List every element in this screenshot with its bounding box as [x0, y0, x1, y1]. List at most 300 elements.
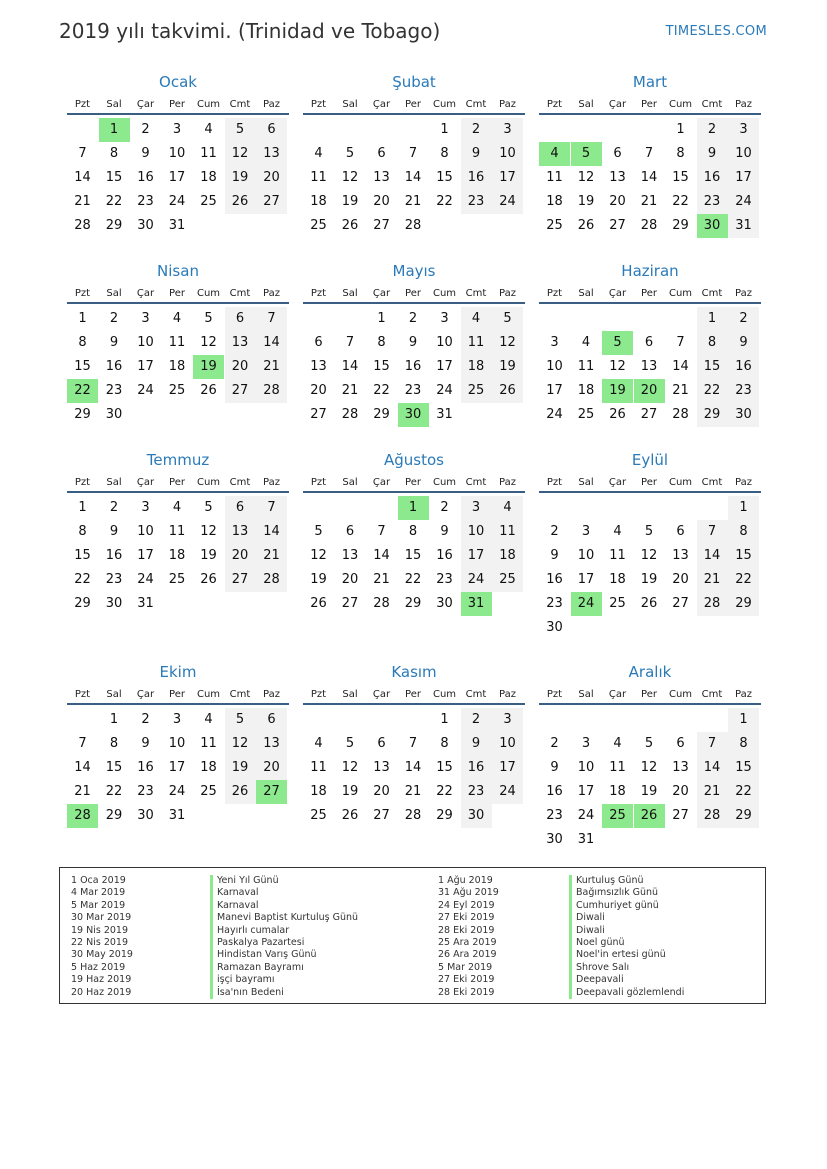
day-cell: 30	[728, 403, 759, 427]
day-cell: 28	[640, 218, 658, 233]
day-cell: 5	[492, 307, 523, 331]
day-cell: 29	[728, 592, 759, 616]
weekday-label: Per	[641, 689, 657, 700]
holiday-day-cell: 30	[697, 214, 728, 238]
day-cell: 9	[697, 142, 728, 166]
holiday-date: 1 Oca 2019	[71, 875, 126, 886]
day-cell: 15	[436, 760, 453, 775]
day-cell: 11	[609, 548, 626, 563]
day-cell: 7	[676, 335, 685, 350]
day-cell: 13	[373, 170, 390, 185]
day-cell: 2	[109, 311, 119, 326]
day-cell: 8	[377, 335, 386, 350]
weekday-label: Sal	[342, 288, 358, 299]
day-cell: 17	[577, 572, 595, 587]
header-divider	[303, 491, 525, 493]
day-cell: 16	[461, 756, 492, 780]
day-cell: 4	[172, 311, 182, 326]
day-cell: 28	[404, 808, 422, 823]
day-cell: 17	[137, 359, 154, 374]
holiday-date: 4 Mar 2019	[71, 887, 126, 899]
day-cell: 9	[408, 335, 418, 350]
weekday-label: Cmt	[229, 477, 251, 488]
day-cell: 22	[436, 784, 453, 799]
holiday-date: 30 May 2019	[71, 949, 133, 961]
day-cell: 16	[105, 359, 123, 374]
day-cell: 2	[440, 500, 449, 515]
day-cell: 29	[105, 218, 123, 233]
holiday-day-cell: 1	[398, 496, 429, 520]
day-cell: 14	[404, 760, 422, 775]
day-cell: 14	[341, 359, 359, 374]
day-cell: 16	[404, 359, 422, 374]
day-cell: 22	[697, 379, 728, 403]
day-cell: 20	[225, 544, 256, 568]
day-cell: 2	[550, 736, 559, 751]
day-cell: 6	[256, 118, 287, 142]
weekday-label: Paz	[735, 288, 752, 299]
weekday-label: Çar	[372, 689, 391, 700]
holiday-day-cell: 27	[256, 780, 287, 804]
day-cell: 25	[168, 572, 186, 587]
day-cell: 18	[609, 572, 626, 587]
day-cell: 9	[109, 524, 119, 539]
day-cell: 14	[373, 548, 390, 563]
day-cell: 20	[672, 784, 689, 799]
weekday-label: Cum	[432, 477, 457, 488]
day-cell: 15	[373, 359, 390, 374]
day-cell: 28	[74, 218, 91, 233]
weekday-label: Cmt	[701, 477, 723, 488]
weekday-label: Paz	[263, 99, 280, 110]
day-cell: 17	[577, 784, 595, 799]
day-cell: 26	[225, 780, 256, 804]
day-cell: 25	[200, 194, 217, 209]
day-cell: 29	[373, 407, 390, 422]
day-cell: 6	[377, 736, 386, 751]
holiday-date: 19 Haz 2019	[71, 974, 132, 986]
day-cell: 8	[78, 524, 87, 539]
day-cell: 12	[225, 142, 256, 166]
day-cell: 9	[461, 142, 492, 166]
day-cell: 27	[256, 190, 287, 214]
day-cell: 6	[256, 708, 287, 732]
weekday-label: Cmt	[465, 689, 487, 700]
day-cell: 17	[461, 544, 492, 568]
brand-link[interactable]: TIMESLES.COM	[665, 24, 767, 39]
holiday-date: 5 Haz 2019	[71, 961, 126, 973]
holiday-name: Shrove Salı	[569, 962, 684, 974]
weekday-label: Çar	[608, 689, 627, 700]
day-cell: 27	[225, 379, 256, 403]
day-cell: 7	[78, 146, 87, 161]
day-cell: 29	[74, 596, 91, 611]
day-cell: 24	[728, 190, 759, 214]
holiday-name: Noel'in ertesi günü	[569, 949, 684, 961]
day-cell: 15	[105, 760, 123, 775]
day-cell: 14	[256, 520, 287, 544]
header-divider	[539, 113, 761, 115]
day-cell: 27	[672, 808, 689, 823]
day-cell: 6	[225, 307, 256, 331]
holiday-names-column-2	[569, 875, 684, 999]
day-cell: 24	[168, 784, 186, 799]
weekday-label: Çar	[372, 477, 391, 488]
day-cell: 9	[461, 732, 492, 756]
day-cell: 11	[168, 524, 186, 539]
day-cell: 3	[440, 311, 449, 326]
day-cell: 6	[676, 524, 685, 539]
day-cell: 11	[200, 146, 217, 161]
day-cell: 28	[697, 804, 728, 828]
day-cell: 9	[440, 524, 449, 539]
day-cell: 19	[640, 784, 658, 799]
day-cell: 8	[109, 736, 119, 751]
day-cell: 14	[74, 760, 91, 775]
day-cell: 25	[546, 218, 563, 233]
day-cell: 26	[640, 596, 658, 611]
day-cell: 3	[492, 708, 523, 732]
day-cell: 12	[341, 760, 359, 775]
holiday-day-cell: 25	[602, 804, 633, 828]
day-cell: 16	[697, 166, 728, 190]
day-cell: 11	[310, 760, 327, 775]
day-cell: 21	[74, 784, 91, 799]
day-cell: 20	[256, 166, 287, 190]
weekday-label: Cum	[432, 99, 457, 110]
day-cell: 14	[404, 170, 422, 185]
day-cell: 21	[697, 780, 728, 804]
day-cell: 26	[609, 407, 626, 422]
day-cell: 16	[546, 572, 563, 587]
weekday-label: Cum	[196, 477, 221, 488]
day-cell: 18	[200, 760, 217, 775]
weekday-label: Per	[405, 689, 421, 700]
day-cell: 15	[728, 756, 759, 780]
day-cell: 24	[436, 383, 453, 398]
weekday-label: Cum	[196, 689, 221, 700]
day-cell: 1	[440, 712, 449, 727]
day-cell: 21	[341, 383, 359, 398]
day-cell: 17	[492, 166, 523, 190]
day-cell: 9	[141, 146, 150, 161]
day-cell: 17	[492, 756, 523, 780]
header-divider	[539, 491, 761, 493]
day-cell: 7	[256, 496, 287, 520]
holiday-day-cell: 26	[634, 804, 665, 828]
weekday-label: Paz	[735, 477, 752, 488]
weekday-label: Pzt	[546, 99, 563, 110]
day-cell: 6	[345, 524, 355, 539]
day-cell: 24	[461, 568, 492, 592]
day-cell: 8	[697, 331, 728, 355]
day-cell: 9	[141, 736, 150, 751]
month-name: Aralık	[628, 663, 672, 681]
day-cell: 3	[172, 712, 182, 727]
holiday-day-cell: 20	[634, 379, 665, 403]
holiday-date: 27 Eki 2019	[438, 912, 495, 924]
day-cell: 7	[697, 732, 728, 756]
day-cell: 11	[168, 335, 186, 350]
holiday-name: Bağımsızlık Günü	[569, 887, 684, 899]
holiday-day-cell: 19	[602, 379, 633, 403]
day-cell: 2	[728, 307, 759, 331]
day-cell: 23	[137, 194, 154, 209]
day-cell: 18	[310, 194, 327, 209]
weekday-label: Cum	[196, 99, 221, 110]
holiday-name: Diwali	[569, 912, 684, 924]
day-cell: 2	[141, 712, 150, 727]
day-cell: 22	[436, 194, 453, 209]
day-cell: 24	[168, 194, 186, 209]
day-cell: 12	[640, 760, 658, 775]
day-cell: 29	[728, 804, 759, 828]
day-cell: 6	[676, 736, 685, 751]
holiday-name: Kurtuluş Günü	[569, 875, 684, 887]
day-cell: 20	[609, 194, 626, 209]
weekday-label: Cum	[196, 288, 221, 299]
holiday-day-cell: 30	[398, 403, 429, 427]
weekday-label: Per	[405, 477, 421, 488]
holiday-day-cell: 22	[67, 379, 98, 403]
weekday-label: Sal	[106, 288, 122, 299]
holiday-date: 28 Eki 2019	[438, 924, 495, 936]
day-cell: 30	[105, 407, 123, 422]
day-cell: 16	[436, 548, 453, 563]
weekday-label: Paz	[735, 689, 752, 700]
day-cell: 4	[581, 335, 591, 350]
day-cell: 15	[105, 170, 123, 185]
day-cell: 2	[109, 500, 119, 515]
weekday-label: Sal	[578, 288, 594, 299]
day-cell: 10	[546, 359, 563, 374]
day-cell: 13	[672, 548, 689, 563]
day-cell: 22	[105, 784, 123, 799]
weekday-label: Sal	[342, 477, 358, 488]
holiday-date: 5 Mar 2019	[438, 961, 493, 973]
day-cell: 22	[105, 194, 123, 209]
day-cell: 21	[404, 784, 422, 799]
month-name: Ağustos	[384, 451, 444, 469]
day-cell: 13	[225, 331, 256, 355]
day-cell: 15	[404, 548, 422, 563]
day-cell: 30	[546, 620, 563, 635]
day-cell: 27	[373, 218, 390, 233]
holiday-day-cell: 4	[539, 142, 570, 166]
holiday-name: işçi bayramı	[210, 974, 358, 986]
day-cell: 20	[256, 756, 287, 780]
day-cell: 13	[640, 359, 658, 374]
weekday-label: Paz	[735, 99, 752, 110]
holiday-date: 31 Ağu 2019	[438, 887, 499, 899]
day-cell: 19	[310, 572, 327, 587]
holiday-name: Karnaval	[210, 887, 358, 899]
day-cell: 10	[436, 335, 453, 350]
day-cell: 8	[440, 146, 449, 161]
day-cell: 14	[697, 544, 728, 568]
day-cell: 16	[461, 166, 492, 190]
month-name: Ocak	[159, 73, 197, 91]
day-cell: 30	[461, 804, 492, 828]
day-cell: 21	[256, 355, 287, 379]
holiday-name: Cumhuriyet günü	[569, 900, 684, 912]
weekday-label: Çar	[136, 689, 155, 700]
holiday-name: Deepavali	[569, 974, 684, 986]
holiday-name: Noel günü	[569, 937, 684, 949]
holiday-date: 1 Ağu 2019	[438, 875, 493, 886]
day-cell: 13	[672, 760, 689, 775]
day-cell: 21	[404, 194, 422, 209]
day-cell: 20	[672, 572, 689, 587]
day-cell: 15	[436, 170, 453, 185]
day-cell: 19	[225, 166, 256, 190]
month-name: Temmuz	[146, 451, 210, 469]
day-cell: 28	[373, 596, 390, 611]
day-cell: 21	[672, 383, 689, 398]
weekday-label: Cmt	[701, 689, 723, 700]
day-cell: 21	[697, 568, 728, 592]
day-cell: 16	[728, 355, 759, 379]
day-cell: 19	[640, 572, 658, 587]
day-cell: 24	[492, 190, 523, 214]
weekday-label: Cum	[668, 99, 693, 110]
weekday-label: Cmt	[229, 288, 251, 299]
day-cell: 25	[200, 784, 217, 799]
weekday-label: Paz	[263, 689, 280, 700]
day-cell: 23	[728, 379, 759, 403]
weekday-label: Cum	[432, 288, 457, 299]
day-cell: 30	[546, 832, 563, 847]
weekday-label: Sal	[578, 99, 594, 110]
day-cell: 14	[640, 170, 658, 185]
day-cell: 20	[225, 355, 256, 379]
weekday-label: Çar	[372, 288, 391, 299]
day-cell: 1	[440, 122, 449, 137]
day-cell: 3	[581, 524, 591, 539]
day-cell: 15	[697, 355, 728, 379]
day-cell: 5	[225, 708, 256, 732]
day-cell: 18	[461, 355, 492, 379]
day-cell: 23	[697, 190, 728, 214]
day-cell: 19	[492, 355, 523, 379]
day-cell: 29	[105, 808, 123, 823]
holiday-name: Paskalya Pazartesi	[210, 937, 358, 949]
day-cell: 10	[492, 732, 523, 756]
day-cell: 8	[408, 524, 418, 539]
day-cell: 17	[137, 548, 154, 563]
day-cell: 7	[345, 335, 355, 350]
header-divider	[67, 302, 289, 304]
day-cell: 21	[256, 544, 287, 568]
day-cell: 29	[672, 218, 689, 233]
weekday-label: Cmt	[465, 477, 487, 488]
day-cell: 3	[141, 311, 150, 326]
weekday-label: Sal	[578, 689, 594, 700]
header-divider	[539, 703, 761, 705]
day-cell: 4	[204, 712, 213, 727]
day-cell: 12	[200, 335, 217, 350]
day-cell: 24	[137, 383, 154, 398]
day-cell: 5	[345, 146, 355, 161]
day-cell: 14	[256, 331, 287, 355]
day-cell: 24	[492, 780, 523, 804]
day-cell: 18	[310, 784, 327, 799]
weekday-label: Cmt	[701, 99, 723, 110]
weekday-label: Sal	[578, 477, 594, 488]
day-cell: 1	[78, 500, 87, 515]
day-cell: 3	[461, 496, 492, 520]
header-divider	[303, 113, 525, 115]
day-cell: 23	[461, 190, 492, 214]
day-cell: 6	[377, 146, 386, 161]
weekday-label: Pzt	[310, 288, 327, 299]
day-cell: 22	[74, 572, 91, 587]
weekday-label: Pzt	[310, 477, 327, 488]
day-cell: 10	[137, 335, 154, 350]
holiday-day-cell: 1	[99, 118, 130, 142]
day-cell: 7	[697, 520, 728, 544]
day-cell: 27	[373, 808, 390, 823]
page-title: 2019 yılı takvimi. (Trinidad ve Tobago)	[59, 19, 441, 43]
day-cell: 1	[728, 496, 759, 520]
day-cell: 23	[105, 383, 123, 398]
weekday-label: Sal	[342, 689, 358, 700]
day-cell: 22	[728, 780, 759, 804]
holiday-name: Deepavali gözlemlendi	[569, 987, 684, 999]
holiday-dates-column-1	[71, 875, 133, 999]
day-cell: 18	[577, 383, 595, 398]
weekday-label: Çar	[608, 288, 627, 299]
weekday-label: Sal	[106, 689, 122, 700]
weekday-label: Per	[641, 288, 657, 299]
weekday-label: Pzt	[546, 689, 563, 700]
day-cell: 5	[644, 736, 654, 751]
day-cell: 1	[697, 307, 728, 331]
day-cell: 2	[550, 524, 559, 539]
day-cell: 26	[492, 379, 523, 403]
day-cell: 28	[672, 407, 689, 422]
day-cell: 22	[373, 383, 390, 398]
day-cell: 10	[461, 520, 492, 544]
day-cell: 16	[137, 170, 154, 185]
day-cell: 2	[461, 708, 492, 732]
holiday-day-cell: 19	[193, 355, 224, 379]
month-name: Nisan	[157, 262, 199, 280]
month-name: Mayıs	[392, 262, 436, 280]
day-cell: 19	[225, 756, 256, 780]
day-cell: 10	[728, 142, 759, 166]
day-cell: 6	[225, 496, 256, 520]
day-cell: 4	[204, 122, 213, 137]
day-cell: 7	[256, 307, 287, 331]
holiday-name: Manevi Baptist Kurtuluş Günü	[210, 912, 358, 924]
day-cell: 31	[137, 596, 154, 611]
day-cell: 3	[728, 118, 759, 142]
holiday-name: Hindistan Varış Günü	[210, 949, 358, 961]
holiday-day-cell: 31	[461, 592, 492, 616]
day-cell: 30	[137, 808, 154, 823]
day-cell: 28	[404, 218, 422, 233]
holiday-day-cell: 5	[602, 331, 633, 355]
day-cell: 6	[314, 335, 323, 350]
day-cell: 31	[436, 407, 453, 422]
holiday-names-column-1	[210, 875, 358, 999]
day-cell: 8	[109, 146, 119, 161]
weekday-label: Pzt	[74, 477, 91, 488]
day-cell: 27	[310, 407, 327, 422]
day-cell: 20	[373, 194, 390, 209]
header-divider	[67, 113, 289, 115]
